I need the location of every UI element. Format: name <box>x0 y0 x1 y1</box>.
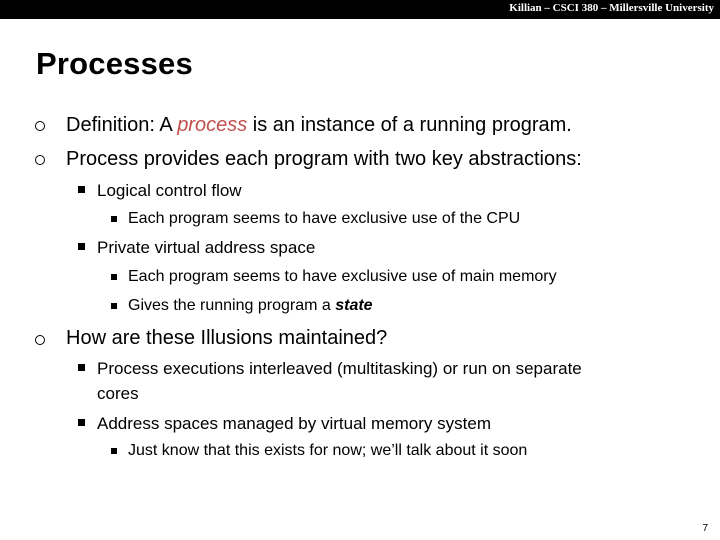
definition-emphasis: process <box>177 114 248 136</box>
bullet-virtual-memory: Address spaces managed by virtual memory system <box>97 414 491 433</box>
bullet-illusions: How are these Illusions maintained? <box>66 327 388 349</box>
state-prefix: Gives the running program a <box>128 297 336 314</box>
bullet-exclusive-cpu: Each program seems to have exclusive use of the CPU <box>128 210 521 227</box>
hollow-circle-bullet-icon <box>35 155 45 165</box>
bullet-state <box>128 297 373 315</box>
header-text: Killian – CSCI 380 – Millersville University <box>509 2 714 14</box>
definition-prefix: Definition: A <box>66 114 178 136</box>
bullet-definition <box>66 114 572 137</box>
bullet-abstractions: Process provides each program with two key abstractions: <box>66 148 582 170</box>
square-bullet-icon <box>78 364 85 371</box>
hollow-circle-bullet-icon <box>35 121 45 131</box>
bullet-talk-soon: Just know that this exists for now; we’ll talk about it soon <box>128 442 528 459</box>
square-bullet-icon <box>111 448 117 454</box>
square-bullet-icon <box>78 419 85 426</box>
page-number: 7 <box>702 523 708 534</box>
state-emphasis: state <box>335 297 373 314</box>
bullet-interleaved-line1: Process executions interleaved (multitasking) or run on separate <box>97 359 582 378</box>
square-bullet-icon <box>78 243 85 250</box>
square-bullet-icon <box>78 186 85 193</box>
hollow-circle-bullet-icon <box>35 335 45 345</box>
bullet-exclusive-memory: Each program seems to have exclusive use of main memory <box>128 268 557 285</box>
definition-suffix: is an instance of a running program. <box>247 114 572 136</box>
slide-title: Processes <box>36 46 193 81</box>
square-bullet-icon <box>111 303 117 309</box>
bullet-interleaved-line2: cores <box>97 384 139 403</box>
square-bullet-icon <box>111 216 117 222</box>
header-bar <box>0 0 720 19</box>
square-bullet-icon <box>111 274 117 280</box>
bullet-private-address-space: Private virtual address space <box>97 238 316 257</box>
bullet-logical-control-flow: Logical control flow <box>97 181 242 200</box>
